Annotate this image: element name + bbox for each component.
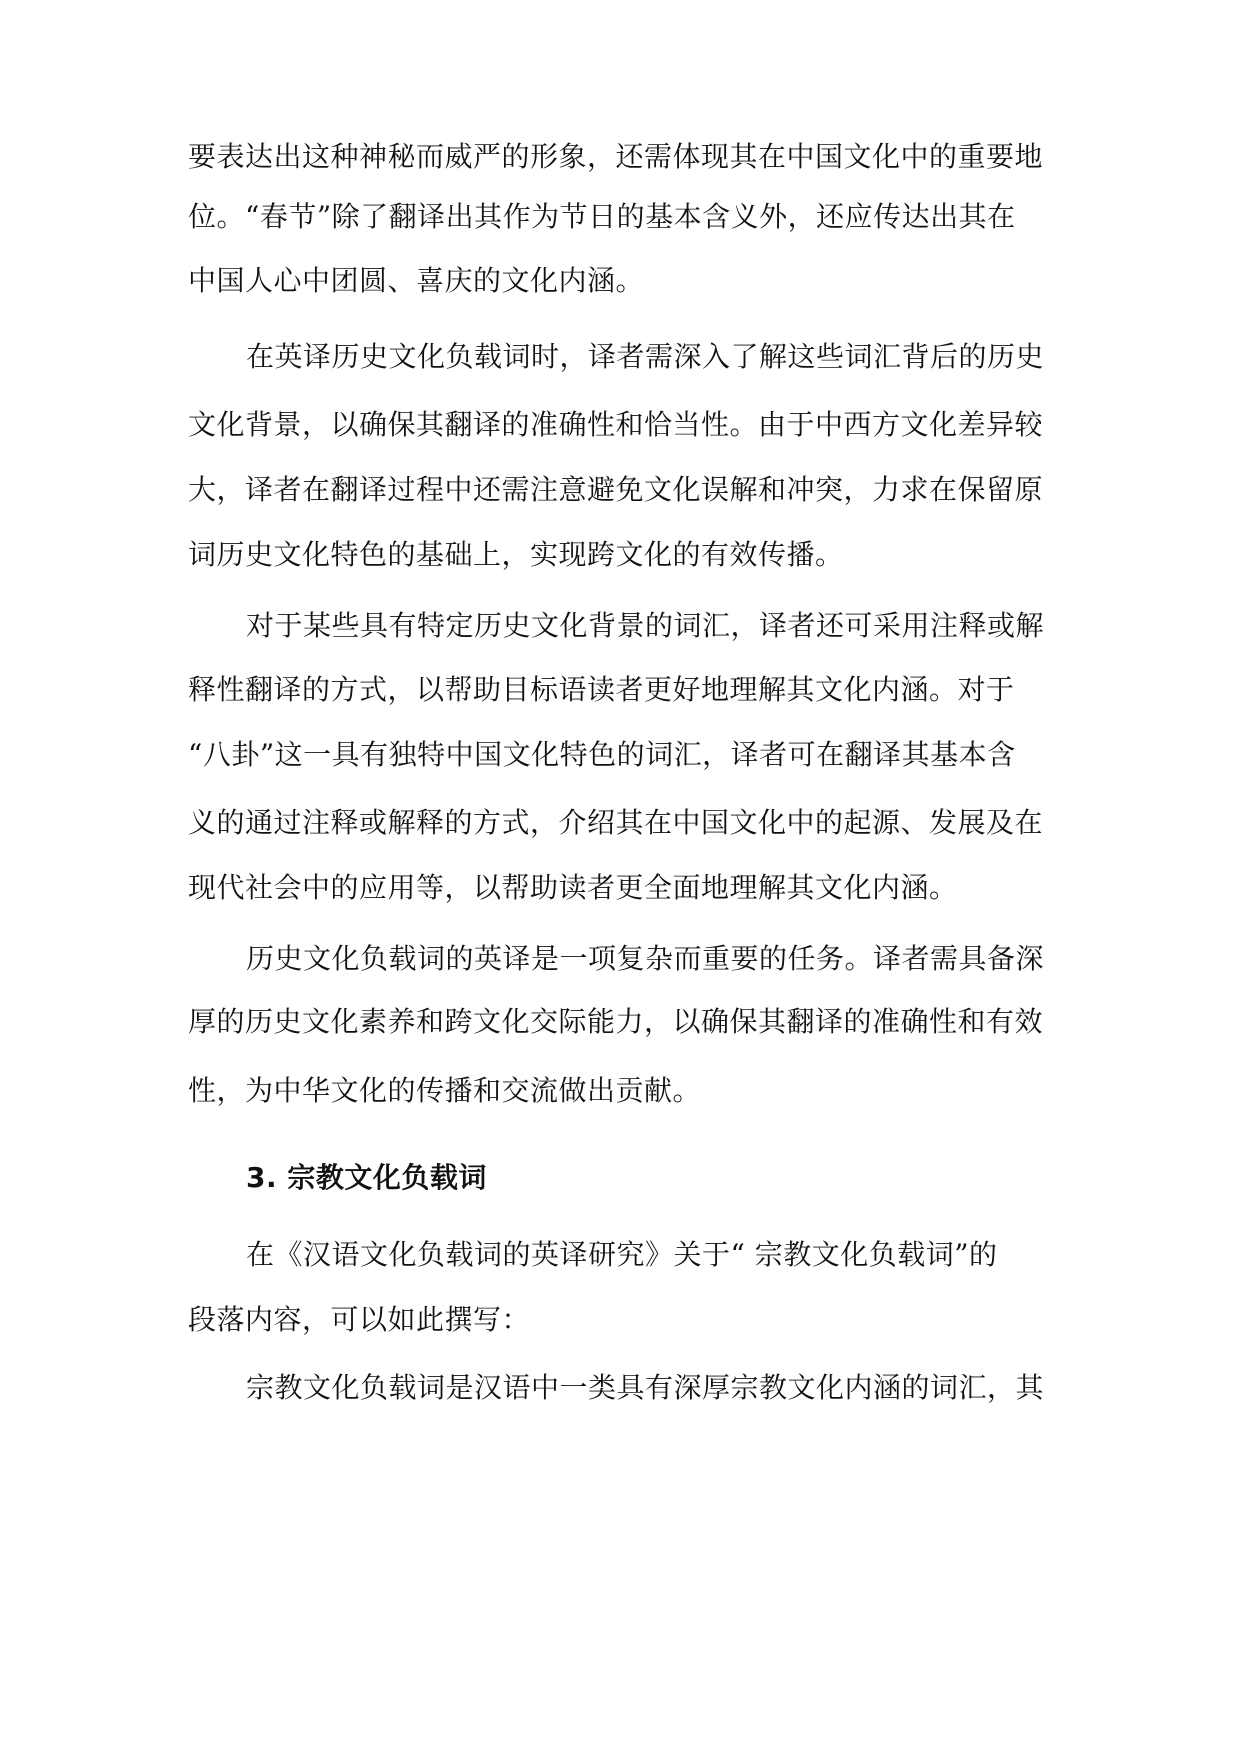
paragraph-line: 大，译者在翻译过程中还需注意避免文化误解和冲突，力求在保留原 bbox=[188, 473, 1044, 506]
paragraph-line: 历史文化负载词的英译是一项复杂而重要的任务。译者需具备深 bbox=[246, 942, 1045, 975]
paragraph-line: 要表达出这种神秘而威严的形象，还需体现其在中国文化中的重要地 bbox=[188, 140, 1044, 173]
section-heading: 3. 宗教文化负载词 bbox=[246, 1161, 487, 1194]
paragraph-line: 中国人心中团圆、喜庆的文化内涵。 bbox=[188, 264, 645, 297]
paragraph-line: “八卦”这一具有独特中国文化特色的词汇，译者可在翻译其基本含 bbox=[188, 738, 1016, 771]
paragraph-line: 位。“春节”除了翻译出其作为节日的基本含义外，还应传达出其在 bbox=[188, 200, 1016, 233]
paragraph-line: 释性翻译的方式，以帮助目标语读者更好地理解其文化内涵。对于 bbox=[188, 673, 1015, 706]
paragraph-line: 在英译历史文化负载词时，译者需深入了解这些词汇背后的历史 bbox=[246, 340, 1045, 373]
paragraph-line: 现代社会中的应用等，以帮助读者更全面地理解其文化内涵。 bbox=[188, 871, 958, 904]
paragraph-line: 宗教文化负载词是汉语中一类具有深厚宗教文化内涵的词汇，其 bbox=[246, 1371, 1045, 1404]
paragraph-line: 对于某些具有特定历史文化背景的词汇，译者还可采用注释或解 bbox=[246, 609, 1045, 642]
paragraph-line: 义的通过注释或解释的方式，介绍其在中国文化中的起源、发展及在 bbox=[188, 806, 1044, 839]
paragraph-line: 段落内容，可以如此撰写： bbox=[188, 1303, 531, 1336]
paragraph-line: 文化背景，以确保其翻译的准确性和恰当性。由于中西方文化差异较 bbox=[188, 408, 1044, 441]
paragraph-line: 性，为中华文化的传播和交流做出贡献。 bbox=[188, 1074, 702, 1107]
paragraph-line: 在《汉语文化负载词的英译研究》关于“ 宗教文化负载词”的 bbox=[246, 1238, 998, 1271]
paragraph-line: 词历史文化特色的基础上，实现跨文化的有效传播。 bbox=[188, 538, 844, 571]
paragraph-line: 厚的历史文化素养和跨文化交际能力，以确保其翻译的准确性和有效 bbox=[188, 1005, 1044, 1038]
